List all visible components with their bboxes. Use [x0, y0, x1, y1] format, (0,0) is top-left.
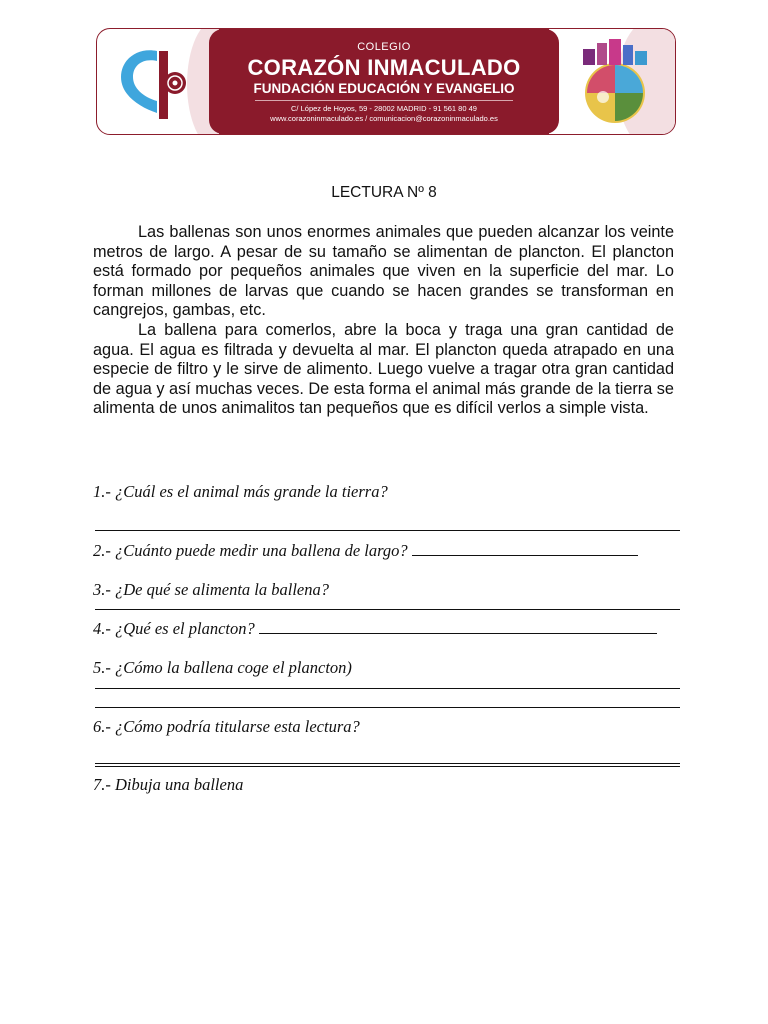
question-1: 1.- ¿Cuál es el animal más grande la tierra? [93, 482, 388, 501]
school-name: CORAZÓN INMACULADO [247, 55, 521, 80]
banner-divider [255, 100, 513, 101]
answer-blank [412, 541, 638, 556]
answer-line [95, 766, 680, 767]
answer-line [95, 688, 680, 689]
school-address: C/ López de Hoyos, 59 - 28002 MADRID - 91 561 80 49 [291, 104, 477, 113]
reading-paragraph: Las ballenas son unos enormes animales que pueden alcanzar los veinte metros de largo. A pesar de su tamaño se alimentan de plancton. El plancton está formado por pequeños animales que viven en la superficie del mar. Lo forman millones de larvas que cuando se hacen grandes se transforman en cangrejos, gambas, etc. [93, 223, 674, 320]
answer-blank [259, 619, 657, 634]
answer-line [95, 609, 680, 610]
question-4-row [93, 619, 657, 639]
answer-line [95, 707, 680, 708]
reading-paragraph: La ballena para comerlos, abre la boca y traga una gran cantidad de agua. El agua es filtrada y devuelta al mar. El plancton queda atrapado en una especie de filtro y le sirve de alimento. Luego vuelve a tragar otra gran cantidad de agua y así muchas veces. De esta forma el animal más grande de la tierra se alimenta de unos animalitos tan pequeños que es difícil verlos a simple vista. [93, 321, 674, 418]
question-5: 5.- ¿Cómo la ballena coge el plancton) [93, 658, 352, 677]
question-7: 7.- Dibuja una ballena [93, 775, 244, 794]
reading-title: LECTURA Nº 8 [331, 184, 437, 201]
school-prefix: COLEGIO [357, 41, 411, 53]
school-web-contact: www.corazoninmaculado.es / comunicacion@corazoninmaculado.es [270, 114, 498, 123]
answer-line [95, 530, 680, 531]
heart-logo-icon [113, 41, 193, 121]
question-3: 3.- ¿De qué se alimenta la ballena? [93, 580, 329, 599]
school-header-banner [96, 28, 676, 135]
question-6: 6.- ¿Cómo podría titularse esta lectura? [93, 717, 360, 736]
globe-puzzle-icon [573, 35, 653, 127]
question-4: 4.- ¿Qué es el plancton? [93, 619, 255, 638]
question-2-row [93, 541, 638, 561]
question-2: 2.- ¿Cuánto puede medir una ballena de largo? [93, 541, 408, 560]
answer-line [95, 763, 680, 764]
foundation-name: FUNDACIÓN EDUCACIÓN Y EVANGELIO [253, 81, 515, 96]
